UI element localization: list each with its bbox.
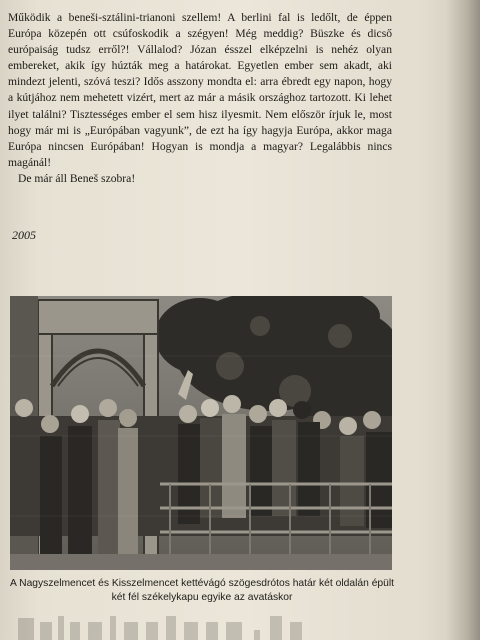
- article-closing-line: De már áll Beneš szobra!: [18, 171, 136, 185]
- article-paragraph: Működik a beneši-sztálini-trianoni szellem! A berlini fal is ledőlt, de éppen Európa közepén ott csúfoskodik a szégyen! Még meddig? Büszke és dicső európaiság tudsz erről?! Vállalod? Józan ésszel elképzelni is nehéz olyan embereket, akik így húzták meg a határokat. Egyetlen ember sem akadt, aki mindezt jelenti, szóvá teszi? Idős asszony mondta el: arra ébredt egy napon, hogy a kútjához nem mehetett vizért, mert az már a másik országhoz tartozott. Ki lehet ilyet találni? Tisztességes ember el sem hisz ilyesmit. Nem először írjuk le, most hogy már mi is „Európában vagyunk”, de ezt ha így hagyja Európa, akkor maga Európa nincsen Európában! Hogyan is mondja a magyar? Legalábbis nincs magánál!: [8, 11, 392, 169]
- page-edge-shadow: [446, 0, 480, 640]
- photograph-gate-inauguration: [10, 296, 392, 570]
- photo-caption: A Nagyszelmencet és Kisszelmencet kettévágó szögesdrótos határ két oldalán épült két fél székelykapu egyike az avatáskor: [9, 578, 395, 603]
- watermark-graphic: [18, 612, 458, 640]
- article-text: [8, 10, 392, 187]
- article-year: 2005: [12, 228, 36, 242]
